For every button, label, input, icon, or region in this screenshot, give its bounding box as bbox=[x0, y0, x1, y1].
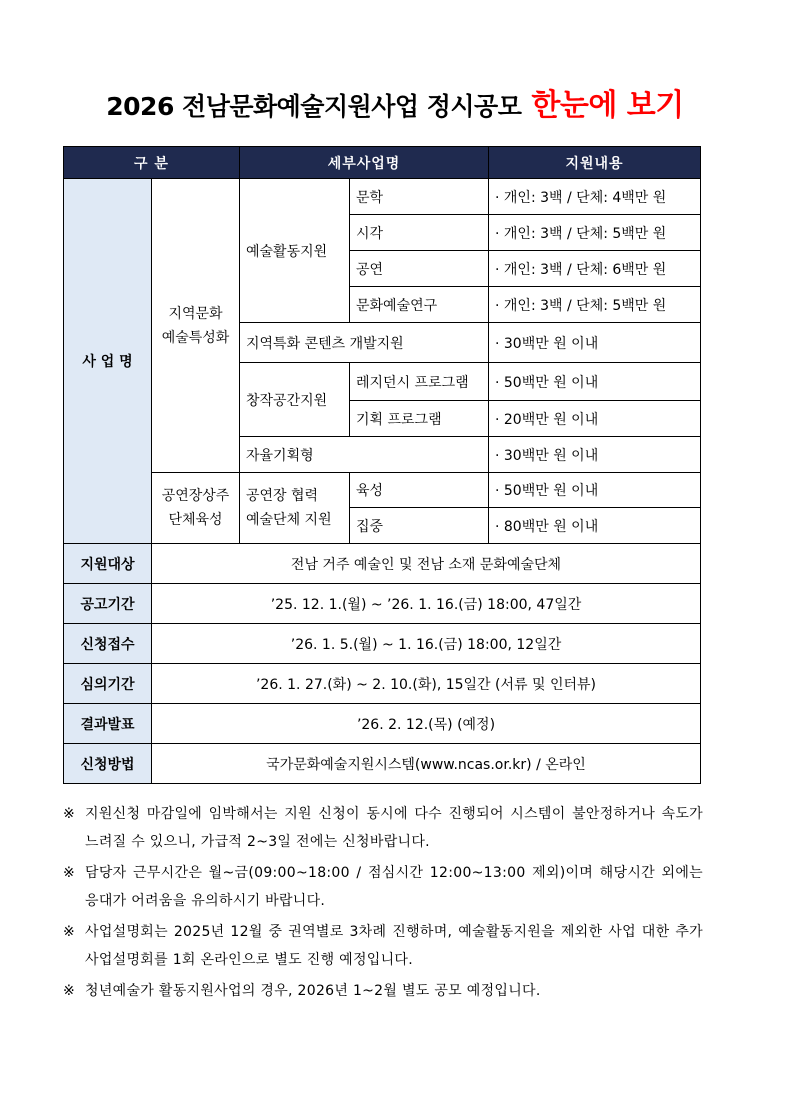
header-support: 지원내용 bbox=[489, 147, 701, 179]
header-sub-program: 세부사업명 bbox=[240, 147, 489, 179]
header-category: 구 분 bbox=[64, 147, 240, 179]
support-content: · 개인: 3백 / 단체: 6백만 원 bbox=[489, 251, 701, 287]
table-row bbox=[64, 179, 701, 215]
program-name: 자율기획형 bbox=[240, 437, 489, 473]
notes-section bbox=[63, 800, 703, 1008]
note-text: 담당자 근무시간은 월~금(09:00~18:00 / 점심시간 12:00~13:00 제외)이며 해당시간 외에는 응대가 어려움을 유의하시기 바랍니다. bbox=[85, 865, 703, 909]
note-item bbox=[63, 977, 703, 1005]
info-label: 신청방법 bbox=[64, 744, 152, 784]
program-table bbox=[63, 146, 701, 784]
page-title bbox=[0, 80, 790, 124]
note-mark: ※ bbox=[63, 983, 75, 999]
note-mark: ※ bbox=[63, 924, 75, 940]
program-name: 창작공간지원 bbox=[240, 363, 350, 437]
sub-program: 문학 bbox=[350, 179, 489, 215]
note-mark: ※ bbox=[63, 806, 75, 822]
support-content: · 30백만 원 이내 bbox=[489, 437, 701, 473]
info-row bbox=[64, 584, 701, 624]
info-label: 공고기간 bbox=[64, 584, 152, 624]
title-main: 2026 전남문화예술지원사업 정시공모 bbox=[106, 92, 522, 121]
group-name: 공연장상주 단체육성 bbox=[152, 473, 240, 544]
note-text: 사업설명회는 2025년 12월 중 권역별로 3차례 진행하며, 예술활동지원을 제외한 사업 대한 추가 사업설명회를 1회 온라인으로 별도 진행 예정입니다. bbox=[85, 924, 703, 968]
note-item bbox=[63, 800, 703, 856]
support-content: · 50백만 원 이내 bbox=[489, 363, 701, 401]
info-label: 지원대상 bbox=[64, 544, 152, 584]
support-content: · 50백만 원 이내 bbox=[489, 473, 701, 508]
info-value: ’26. 1. 5.(월) ~ 1. 16.(금) 18:00, 12일간 bbox=[152, 624, 701, 664]
info-row bbox=[64, 664, 701, 704]
sub-program: 레지던시 프로그램 bbox=[350, 363, 489, 401]
sub-program: 집중 bbox=[350, 508, 489, 544]
info-row bbox=[64, 544, 701, 584]
title-highlight: 한눈에 보기 bbox=[531, 88, 684, 123]
support-content: · 개인: 3백 / 단체: 4백만 원 bbox=[489, 179, 701, 215]
support-content: · 개인: 3백 / 단체: 5백만 원 bbox=[489, 215, 701, 251]
business-label: 사 업 명 bbox=[64, 179, 152, 544]
info-label: 결과발표 bbox=[64, 704, 152, 744]
support-content: · 30백만 원 이내 bbox=[489, 323, 701, 363]
info-row bbox=[64, 624, 701, 664]
support-content: · 개인: 3백 / 단체: 5백만 원 bbox=[489, 287, 701, 323]
support-content: · 20백만 원 이내 bbox=[489, 401, 701, 437]
note-mark: ※ bbox=[63, 865, 75, 881]
note-item bbox=[63, 859, 703, 915]
info-value: 국가문화예술지원시스템(www.ncas.or.kr) / 온라인 bbox=[152, 744, 701, 784]
info-value: ’25. 12. 1.(월) ~ ’26. 1. 16.(금) 18:00, 47일간 bbox=[152, 584, 701, 624]
note-text: 청년예술가 활동지원사업의 경우, 2026년 1~2월 별도 공모 예정입니다. bbox=[85, 983, 541, 999]
info-label: 심의기간 bbox=[64, 664, 152, 704]
note-item bbox=[63, 918, 703, 974]
sub-program: 시각 bbox=[350, 215, 489, 251]
sub-program: 육성 bbox=[350, 473, 489, 508]
sub-program: 공연 bbox=[350, 251, 489, 287]
note-text: 지원신청 마감일에 임박해서는 지원 신청이 동시에 다수 진행되어 시스템이 불안정하거나 속도가 느려질 수 있으니, 가급적 2~3일 전에는 신청바랍니다. bbox=[85, 806, 703, 850]
program-name: 공연장 협력 예술단체 지원 bbox=[240, 473, 350, 544]
table-row bbox=[64, 473, 701, 508]
info-value: 전남 거주 예술인 및 전남 소재 문화예술단체 bbox=[152, 544, 701, 584]
program-name: 예술활동지원 bbox=[240, 179, 350, 323]
info-value: ’26. 1. 27.(화) ~ 2. 10.(화), 15일간 (서류 및 인터뷰) bbox=[152, 664, 701, 704]
sub-program: 기획 프로그램 bbox=[350, 401, 489, 437]
info-label: 신청접수 bbox=[64, 624, 152, 664]
info-value: ’26. 2. 12.(목) (예정) bbox=[152, 704, 701, 744]
info-row bbox=[64, 704, 701, 744]
table-header-row bbox=[64, 147, 701, 179]
sub-program: 문화예술연구 bbox=[350, 287, 489, 323]
support-content: · 80백만 원 이내 bbox=[489, 508, 701, 544]
group-name: 지역문화 예술특성화 bbox=[152, 179, 240, 473]
info-row bbox=[64, 744, 701, 784]
program-name: 지역특화 콘텐츠 개발지원 bbox=[240, 323, 489, 363]
